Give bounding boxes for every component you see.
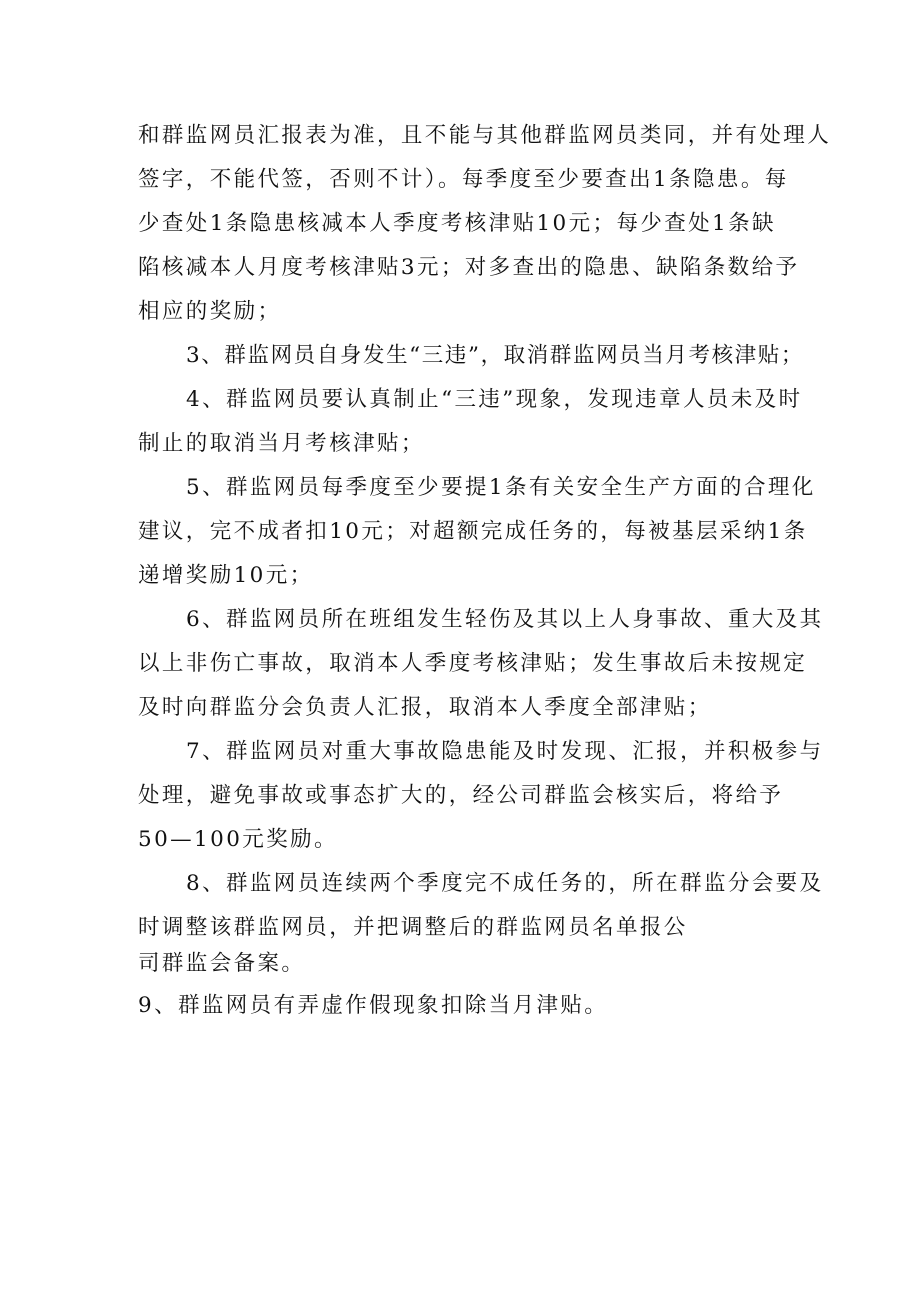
paragraph-line: 及时向群监分会负责人汇报，取消本人季度全部津贴；	[138, 695, 712, 720]
paragraph-line: 签字，不能代签，否则不计）。每季度至少要查出1条隐患。每	[138, 167, 789, 192]
paragraph-line: 司群监会备案。	[138, 951, 306, 976]
rule-item-4: 4、群监网员要认真制止“三违”现象，发现违章人员未及时	[186, 387, 803, 412]
paragraph-line: 陷核减本人月度考核津贴3元；对多查出的隐患、缺陷条数给予	[138, 255, 800, 280]
paragraph-line: 相应的奖励；	[138, 299, 282, 324]
paragraph-line: 以上非伤亡事故，取消本人季度考核津贴；发生事故后未按规定	[138, 651, 808, 676]
rule-item-8: 8、群监网员连续两个季度完不成任务的，所在群监分会要及	[186, 871, 824, 896]
rule-item-7: 7、群监网员对重大事故隐患能及时发现、汇报，并积极参与	[186, 739, 824, 764]
paragraph-line: 建议，完不成者扣10元；对超额完成任务的，每被基层采纳1条	[138, 519, 808, 544]
paragraph-line: 和群监网员汇报表为准，且不能与其他群监网员类同，并有处理人	[138, 123, 832, 148]
paragraph-line: 递增奖励10元；	[138, 563, 314, 588]
paragraph-line: 处理，避免事故或事态扩大的，经公司群监会核实后，将给予	[138, 783, 784, 808]
paragraph-line: 50—100元奖励。	[138, 827, 338, 852]
paragraph-line: 时调整该群监网员，并把调整后的群监网员名单报公	[138, 915, 688, 940]
paragraph-line: 制止的取消当月考核津贴；	[138, 431, 425, 456]
rule-item-5: 5、群监网员每季度至少要提1条有关安全生产方面的合理化	[186, 475, 816, 500]
rule-item-9: 9、群监网员有弄虚作假现象扣除当月津贴。	[138, 993, 609, 1018]
rule-item-3: 3、群监网员自身发生“三违”，取消群监网员当月考核津贴；	[186, 343, 804, 368]
rule-item-6: 6、群监网员所在班组发生轻伤及其以上人身事故、重大及其	[186, 607, 824, 632]
paragraph-line: 少查处1条隐患核减本人季度考核津贴10元；每少查处1条缺	[138, 211, 776, 236]
